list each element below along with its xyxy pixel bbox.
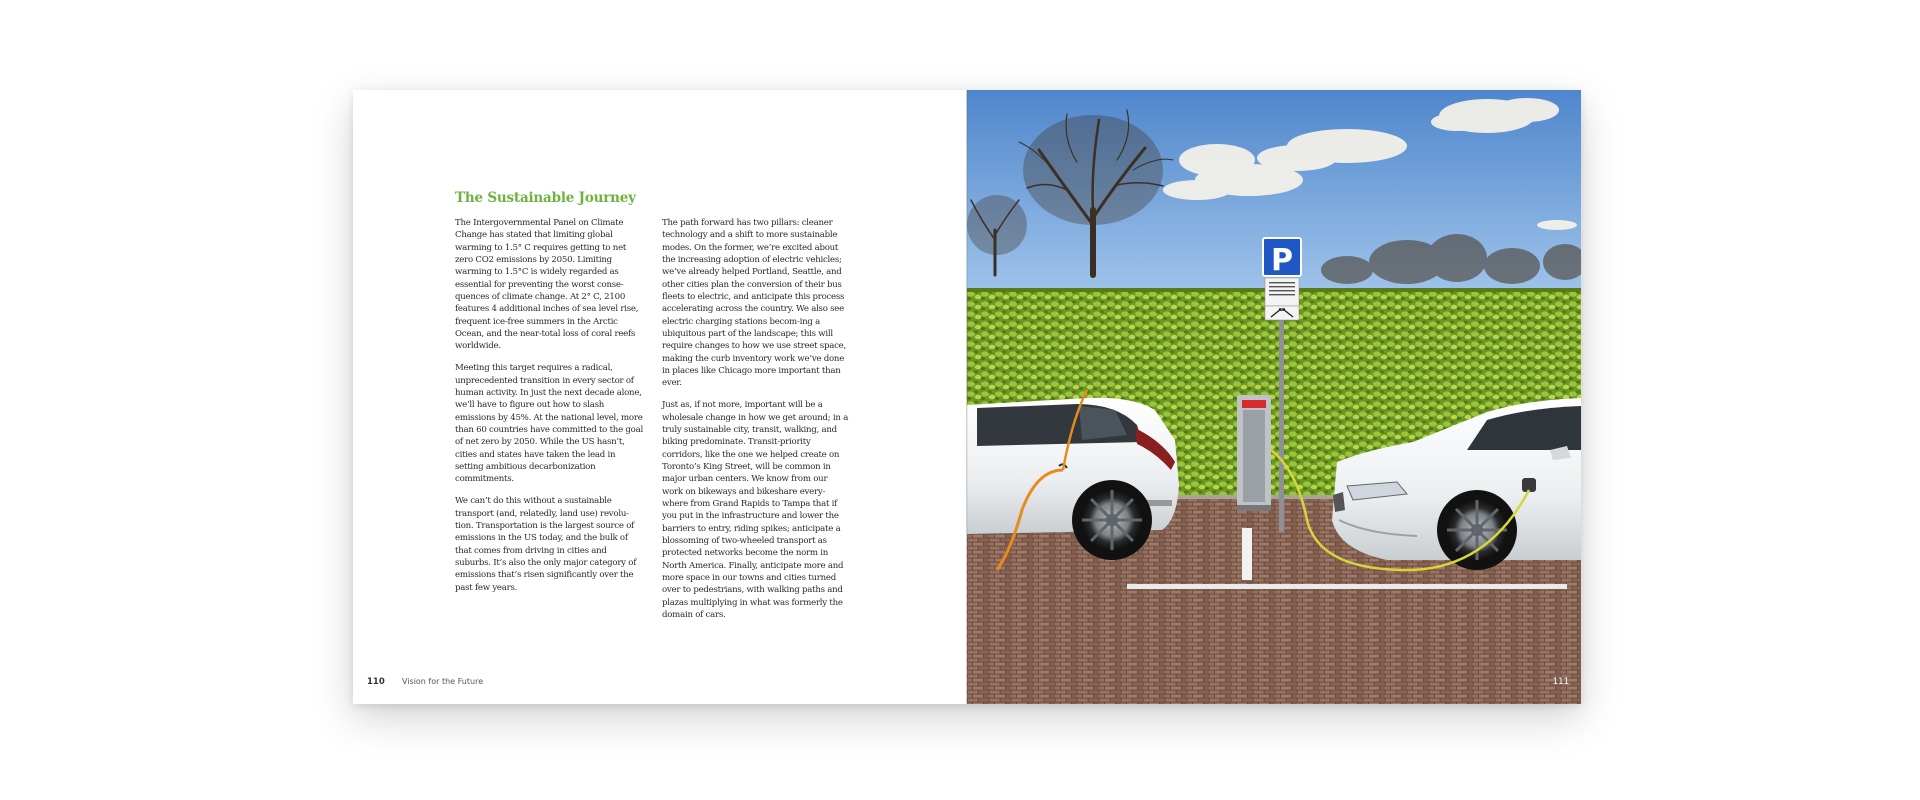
paragraph: We can’t do this without a sustainable transport (and, relatedly, land use) revolu-tion. Transportation is the largest source of emissions in the US today, and the bulk of that comes from driving in cities and suburbs. It’s also the only major category of emissions that’s risen significantly over the past few years. bbox=[455, 496, 637, 593]
left-page bbox=[353, 90, 967, 704]
paragraph: The path forward has two pillars: cleaner technology and a shift to more sustainable modes. On the former, we’re excited about the increasing adoption of electric vehicles; we’ve already helped Portland, Seattle, and other cities plan the conversion of their bus fleets to electric, and anticipate this process accelerating across the country. We also see electric charging stations becom-ing a ubiquitous part of the landscape; this will require changes to how we use street space, making the curb inventory work we’ve done in places like Chicago more important than ever. bbox=[662, 218, 846, 389]
paragraph: The Intergovernmental Panel on Climate Change has stated that limiting global warming to 1.5° C requires getting to net zero CO2 emissions by 2050. Limiting warming to 1.5°C is widely regarded as essential for preventing the worst conse-quences of climate change. At 2° C, 2100 features 4 additional inches of sea level rise, frequent ice-free summers in the Arctic Ocean, and the near-total loss of coral reefs worldwide. bbox=[455, 218, 639, 352]
photo-electric-cars-charging bbox=[967, 90, 1581, 704]
paragraph: Meeting this target requires a radical, unprecedented transition in every sector of human activity. In just the next decade alone, we’ll have to figure out how to slash emissions by 45%. At the national level, more than 60 countries have committed to the goal of net zero by 2050. While the US hasn’t, cities and states have taken the lead in setting ambitious decarbonization commitments. bbox=[455, 363, 643, 485]
right-page bbox=[967, 90, 1581, 704]
running-footer: Vision for the Future bbox=[402, 677, 484, 686]
book-spread bbox=[353, 90, 1581, 704]
gutter-shadow bbox=[966, 90, 968, 704]
text-column-1 bbox=[455, 217, 643, 603]
parking-sign-letter: P bbox=[1271, 243, 1293, 278]
paragraph: Just as, if not more, important will be a wholesale change in how we get around; in a truly sustainable city, transit, walking, and biking predominate. Transit-priority corridors, like the one we helped create on Toronto’s King Street, will be common in major urban centers. We know from our work on bikeways and bikeshare every-where from Grand Rapids to Tampa that if you put in the infrastructure and lower the barriers to entry, riding spikes; anticipate a blossoming of two-wheeled transport as protected networks become the norm in North America. Finally, anticipate more and more space in our towns and cities turned over to pedestrians, with walking paths and plazas multiplying in what was formerly the domain of cars. bbox=[662, 400, 849, 621]
page-number-left: 110 bbox=[367, 677, 385, 687]
page-number-right: 111 bbox=[1552, 677, 1569, 687]
section-title: The Sustainable Journey bbox=[455, 190, 636, 206]
text-column-2 bbox=[662, 217, 850, 631]
